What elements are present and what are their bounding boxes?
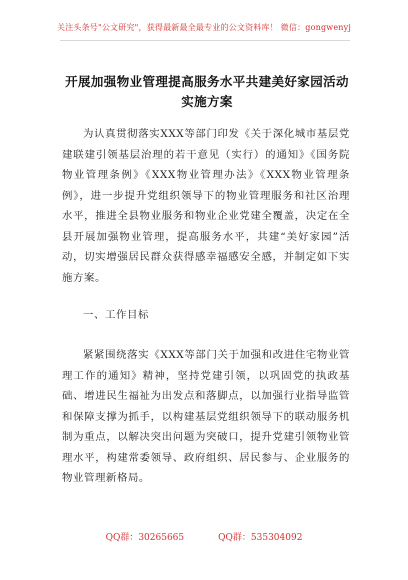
header-divider [60,40,350,41]
footer-contact [0,530,408,543]
document-title: 开展加强物业管理提高服务水平共建美好家园活动实施方案 [65,74,349,109]
footer-qq-group-2: QQ群：535304092 [218,533,303,543]
footer-qq-group-1: QQ群：30265665 [105,533,185,543]
header-promo-note: 关注头条号"公文研究"，获得最新最全最专业的公文资料库！ 微信：gongwenyj [56,23,352,32]
paragraph-goals: 紧紧围绕落实《XXX等部门关于加强和改进住宅物业管理工作的通知》精神，坚持党建引领，以巩固党的执政基础、增进民生福祉为出发点和落脚点，以加强行业指导监管和保障支撑为抓手，以构建基层党组织领导下的联动服务机制为重点，以解决突出问题为突破口，提升党建引领物业管理水平，构建常委领导、政府组织、居民参与、企业服务的物业管理新格局。 [62,349,350,484]
paragraph-intro: 为认真贯彻落实XXX等部门印发《关于深化城市基层党建联建引领基层治理的若干意见（实行）的通知》《国务院物业管理条例》《XXX物业管理办法》《XXX物业管理条例》，进一步提升党组织领导下的物业管理服务和社区治理水平，推进全县物业服务和物业企业党建全覆盖，决定在全县开展加强物业管理，提高服务水平，共建“美好家园”活动，切实增强居民群众获得感幸福感安全感，并制定如下实施方案。 [62,128,350,284]
section-heading-goals: 一、工作目标 [83,309,149,321]
